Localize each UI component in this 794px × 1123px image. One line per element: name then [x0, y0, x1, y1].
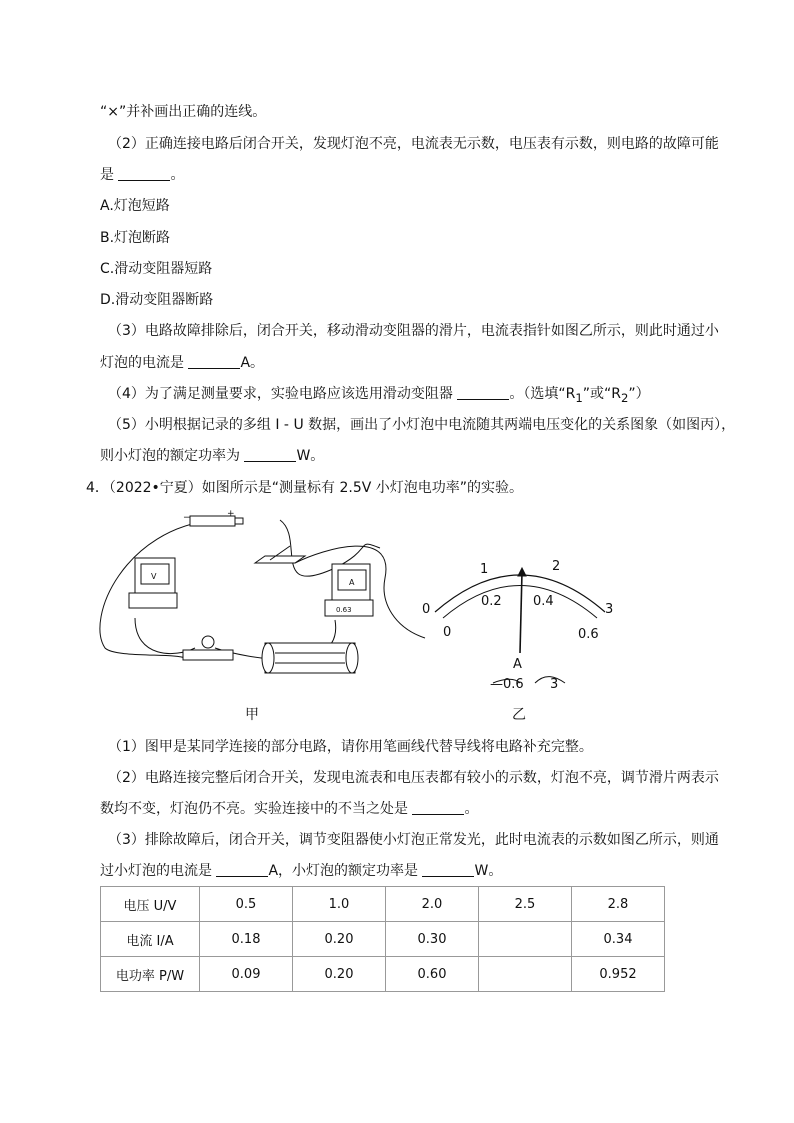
answer-blank[interactable] — [118, 166, 170, 181]
table-row — [101, 887, 665, 922]
table-cell: 1.0 — [293, 887, 386, 922]
svg-text:0: 0 — [443, 625, 452, 640]
voltmeter — [129, 558, 177, 608]
question-2-answer: 是 。 — [100, 167, 185, 183]
answer-blank[interactable] — [216, 862, 268, 877]
option-b: B.灯泡断路 — [100, 230, 171, 246]
svg-text:+: + — [227, 509, 235, 519]
question-4: （4）为了满足测量要求，实验电路应该选用滑动变阻器 。（选填“$R_1$”或“$R_2$”） — [108, 386, 650, 405]
answer-blank[interactable] — [422, 862, 474, 877]
svg-text:0.6: 0.6 — [578, 627, 599, 642]
svg-text:3: 3 — [550, 677, 559, 692]
svg-text:0.2: 0.2 — [481, 594, 502, 609]
p4-question-3-cont: 过小灯泡的电流是 A，小灯泡的额定功率是 W。 — [100, 863, 503, 879]
svg-text:—: — — [490, 677, 503, 692]
svg-text:1: 1 — [480, 562, 489, 577]
table-cell — [479, 957, 572, 992]
question-2: （2）正确连接电路后闭合开关，发现灯泡不亮，电流表无示数，电压表有示数，则电路的故障可能 — [108, 136, 719, 152]
data-table — [100, 886, 665, 992]
switch — [255, 546, 305, 563]
question-5: （5）小明根据记录的多组 I - U 数据，画出了小灯泡中电流随其两端电压变化的关系图象（如图丙）， — [108, 417, 736, 433]
p4-question-3: （3）排除故障后，闭合开关，调节变阻器使小灯泡正常发光，此时电流表的示数如图乙所示，则通 — [108, 832, 719, 848]
table-cell: 0.60 — [386, 957, 479, 992]
option-a: A.灯泡短路 — [100, 198, 170, 214]
table-cell — [479, 922, 572, 957]
table-cell: 电压 U/V — [101, 887, 200, 922]
table-row — [101, 957, 665, 992]
caption-yi: 乙 — [512, 707, 526, 723]
option-c: C.滑动变阻器短路 — [100, 261, 213, 277]
svg-text:0.63: 0.63 — [336, 606, 352, 614]
option-d: D.滑动变阻器断路 — [100, 292, 214, 308]
p4-question-2-cont: 数均不变，灯泡仍不亮。实验连接中的不当之处是 。 — [100, 801, 479, 817]
experiment-figure — [95, 508, 635, 728]
svg-text:3: 3 — [605, 602, 614, 617]
svg-text:0.6: 0.6 — [503, 677, 524, 692]
svg-text:V: V — [151, 572, 157, 581]
table-cell: 0.18 — [200, 922, 293, 957]
table-cell: 0.5 — [200, 887, 293, 922]
answer-blank[interactable] — [188, 354, 240, 369]
lamp-holder — [183, 636, 233, 660]
problem-4-title: 4．（2022•宁夏）如图所示是“测量标有 2.5V 小灯泡电功率”的实验。 — [86, 480, 524, 496]
p4-question-2: （2）电路连接完整后闭合开关，发现电流表和电压表都有较小的示数，灯泡不亮，调节滑片两表示 — [108, 770, 719, 786]
svg-text:−: − — [183, 513, 191, 523]
answer-blank[interactable] — [412, 800, 464, 815]
text-line-1: “×”并补画出正确的连线。 — [100, 104, 267, 120]
table-cell: 0.952 — [572, 957, 665, 992]
meter-needle — [520, 572, 522, 653]
question-3: （3）电路故障排除后，闭合开关，移动滑动变阻器的滑片，电流表指针如图乙所示，则此时通过小 — [108, 323, 719, 339]
circuit-and-meter-diagram — [95, 508, 635, 728]
table-cell: 0.34 — [572, 922, 665, 957]
table-row — [101, 922, 665, 957]
table-cell: 电功率 P/W — [101, 957, 200, 992]
svg-text:A: A — [513, 657, 522, 672]
answer-blank[interactable] — [457, 385, 509, 400]
table-cell: 0.09 — [200, 957, 293, 992]
svg-text:0.4: 0.4 — [533, 594, 554, 609]
answer-blank[interactable] — [244, 447, 296, 462]
svg-text:0: 0 — [422, 602, 431, 617]
question-3-answer: 灯泡的电流是 A。 — [100, 355, 265, 371]
table-cell: 2.0 — [386, 887, 479, 922]
table-cell: 0.30 — [386, 922, 479, 957]
table-cell: 0.20 — [293, 922, 386, 957]
ammeter — [325, 564, 373, 616]
rheostat — [262, 643, 358, 673]
table-cell: 2.8 — [572, 887, 665, 922]
svg-text:2: 2 — [552, 559, 561, 574]
table-cell: 0.20 — [293, 957, 386, 992]
caption-jia: 甲 — [245, 707, 259, 723]
table-cell: 电流 I/A — [101, 922, 200, 957]
svg-text:A: A — [349, 578, 355, 587]
table-cell: 2.5 — [479, 887, 572, 922]
wire — [135, 618, 195, 654]
battery — [183, 509, 243, 526]
p4-question-1: （1）图甲是某同学连接的部分电路，请你用笔画线代替导线将电路补充完整。 — [108, 739, 593, 755]
question-5-answer: 则小灯泡的额定功率为 W。 — [100, 448, 325, 464]
